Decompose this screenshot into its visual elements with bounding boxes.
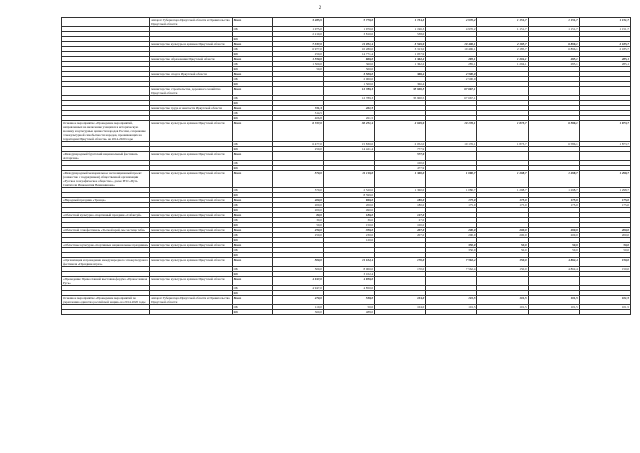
executor-cell: министерство культуры и архивов Иркутской области — [150, 152, 232, 161]
amount-cell: 6 896,1 — [528, 47, 579, 52]
amount-cell: 12 789,3 — [323, 96, 374, 101]
amount-cell: 35 900,5 — [375, 87, 426, 96]
funding-source-cell: Всего — [232, 228, 272, 233]
amount-cell: 1 360,0 — [375, 171, 426, 188]
event-cell: Основное мероприятие «Проведение мероприятий по укреплению единства российской нации» на 2014-2020 годы — [62, 296, 150, 305]
amount-cell: 186,0 — [323, 213, 374, 218]
amount-cell: 1 873,7 — [477, 142, 528, 147]
amount-cell: 175,0 — [528, 198, 579, 203]
amount-cell — [477, 277, 528, 286]
amount-cell: 6 977,0 — [272, 47, 323, 52]
executor-cell: министерство строительства, дорожного хозяйства Иркутской области — [150, 87, 232, 96]
amount-cell: 110,0 — [272, 305, 323, 310]
amount-cell: 1 500,0 — [272, 62, 323, 67]
amount-cell: 67 667,1 — [426, 87, 477, 96]
amount-cell: 2 185,7 — [477, 47, 528, 52]
amount-cell: 2 029,9 — [375, 121, 426, 142]
amount-cell: 101,5 — [528, 296, 579, 305]
funding-source-cell: Всего — [232, 72, 272, 77]
amount-cell: 10 280,0 — [323, 47, 374, 52]
amount-cell: 490,0 — [323, 208, 374, 213]
amount-cell: 285,1 — [426, 57, 477, 62]
amount-cell: 2 185,7 — [579, 47, 630, 52]
amount-cell: 170,0 — [375, 258, 426, 267]
amount-cell: 690,0 — [323, 198, 374, 203]
amount-cell: 50,0 — [272, 67, 323, 72]
amount-cell: 250,0 — [272, 233, 323, 238]
funding-source-cell: ОБ — [232, 47, 272, 52]
amount-cell: 1 298,7 — [579, 188, 630, 193]
funding-source-cell: Всего — [232, 57, 272, 62]
funding-source-cell: ОБ — [232, 248, 272, 253]
executor-cell: министерство культуры и архивов Иркутской области — [150, 228, 232, 233]
amount-cell — [272, 87, 323, 96]
funding-source-cell: ОБ — [232, 27, 272, 32]
amount-cell: 12 789,3 — [323, 87, 374, 96]
amount-cell: 50,0 — [528, 248, 579, 253]
amount-cell: 1 151,7 — [477, 27, 528, 32]
executor-cell: министерство культуры и архивов Иркутской области — [150, 42, 232, 47]
amount-cell: 1 298,7 — [477, 171, 528, 188]
amount-cell: 50,0 — [579, 243, 630, 248]
table-row — [62, 87, 631, 96]
executor-cell: министерство культуры и архивов Иркутской области — [150, 258, 232, 267]
executor-cell: министерство образования Иркутской области — [150, 57, 232, 62]
amount-cell: 7 562,4 — [426, 267, 477, 272]
amount-cell: 1 500,0 — [323, 82, 374, 87]
funding-source-cell: Всего — [232, 42, 272, 47]
funding-source-cell: ОБ — [232, 218, 272, 223]
amount-cell: 200,0 — [477, 228, 528, 233]
amount-cell: 10 496,1 — [426, 42, 477, 47]
amount-cell: 30,0 — [272, 218, 323, 223]
amount-cell: 8 000,0 — [323, 267, 374, 272]
table-row — [62, 277, 631, 286]
amount-cell — [477, 310, 528, 315]
amount-cell — [477, 152, 528, 161]
amount-cell: 285,1 — [528, 62, 579, 67]
amount-cell: 30 251,4 — [323, 121, 374, 142]
amount-cell: 577,9 — [375, 152, 426, 161]
funding-source-cell: ФБ — [232, 291, 272, 296]
amount-cell: 1 360,0 — [375, 188, 426, 193]
amount-cell — [272, 152, 323, 161]
event-cell: «Народный праздник «Троица» — [62, 198, 150, 203]
funding-source-cell: ФБ — [232, 223, 272, 228]
event-cell: «Проведение Православной выставки-форума «Православная Русь» — [62, 277, 150, 286]
table-row — [62, 258, 631, 267]
amount-cell: 200,0 — [477, 233, 528, 238]
executor-cell: министерство спорта Иркутской области — [150, 72, 232, 77]
amount-cell: 777,9 — [375, 147, 426, 152]
amount-cell: 406,8 — [272, 116, 323, 121]
amount-cell: 170,0 — [375, 267, 426, 272]
executor-cell: аппарат Губернатора Иркутской области и Правительства Иркутской области — [150, 18, 232, 27]
funding-source-cell: ОБ — [232, 267, 272, 272]
funding-source-cell: ФБ — [232, 116, 272, 121]
amount-cell: 261,5 — [323, 116, 374, 121]
amount-cell: 2 520,0 — [323, 188, 374, 193]
amount-cell: 101,5 — [579, 305, 630, 310]
funding-source-cell: ФБ — [232, 101, 272, 106]
amount-cell: 1 970,0 — [323, 27, 374, 32]
amount-cell: 10 176,1 — [426, 142, 477, 147]
amount-cell: 350,0 — [323, 228, 374, 233]
funding-source-cell: Всего — [232, 152, 272, 161]
funding-source-cell: Всего — [232, 213, 272, 218]
amount-cell: 1 151,7 — [528, 27, 579, 32]
amount-cell — [579, 152, 630, 161]
amount-cell: 175,0 — [477, 198, 528, 203]
amount-cell: 2 185,7 — [477, 42, 528, 47]
amount-cell: 360,0 — [272, 310, 323, 315]
amount-cell: 2 185,7 — [579, 42, 630, 47]
amount-cell: 6 477,0 — [272, 142, 323, 147]
amount-cell: 1 734,3 — [375, 18, 426, 27]
funding-source-cell: Всего — [232, 18, 272, 27]
funding-source-cell: ФБ — [232, 253, 272, 258]
amount-cell: 14 421,4 — [323, 147, 374, 152]
funding-source-cell: ФБ — [232, 208, 272, 213]
amount-cell: 104,0 — [375, 296, 426, 305]
amount-cell: 175,0 — [426, 203, 477, 208]
amount-cell: 1 298,7 — [477, 188, 528, 193]
amount-cell: 538,0 — [375, 32, 426, 37]
funding-source-cell: Всего — [232, 296, 272, 305]
funding-source-cell: Всего — [232, 198, 272, 203]
table-row — [62, 152, 631, 161]
amount-cell: 101,5 — [579, 296, 630, 305]
funding-source-cell: ФБ — [232, 272, 272, 277]
amount-cell: 200,0 — [528, 228, 579, 233]
funding-source-cell: ОБ — [232, 161, 272, 166]
executor-cell: министерство культуры и архивов Иркутской области — [150, 121, 232, 142]
amount-cell: 15 830,0 — [323, 142, 374, 147]
amount-cell: 1 550,0 — [272, 57, 323, 62]
amount-cell: 3 102,4 — [323, 272, 374, 277]
amount-cell: 200,0 — [272, 203, 323, 208]
amount-cell: 477,9 — [375, 166, 426, 171]
table-row — [62, 296, 631, 305]
amount-cell: 150,0 — [579, 258, 630, 267]
amount-cell: 4 970,2 — [426, 18, 477, 27]
executor-cell: министерство культуры и архивов Иркутской области — [150, 213, 232, 218]
amount-cell: 3 549,9 — [375, 42, 426, 47]
amount-cell: 50,0 — [272, 223, 323, 228]
amount-cell — [579, 310, 630, 315]
event-cell — [62, 310, 150, 315]
amount-cell: 200,0 — [323, 203, 374, 208]
funding-source-cell: ФБ — [232, 37, 272, 42]
amount-cell: 4 850,0 — [323, 277, 374, 286]
table-row — [62, 18, 631, 27]
amount-cell: 4 850,0 — [323, 286, 374, 291]
amount-cell: 3 313,0 — [375, 47, 426, 52]
event-cell: «Международный мемориальное экспозиционный проект (совместно с подрядчиком) общественной организации «Русское географическое общество», далее РГО «Путь Святителя Иннокентия Вениаминова» — [62, 171, 150, 188]
amount-cell: 1 362,2 — [375, 62, 426, 67]
amount-cell: 101,5 — [477, 296, 528, 305]
amount-cell: 488,0 — [323, 310, 374, 315]
amount-cell: 2 500,0 — [426, 77, 477, 82]
amount-cell: 150,0 — [477, 258, 528, 267]
amount-cell: 175,0 — [579, 203, 630, 208]
amount-cell: 1 151,7 — [528, 18, 579, 27]
amount-cell: 500,0 — [272, 258, 323, 267]
amount-cell: 2 052,0 — [375, 142, 426, 147]
executor-cell: аппарат Губернатора Иркутской области и Правительства Иркутской области — [150, 296, 232, 305]
amount-cell: 50,0 — [323, 305, 374, 310]
amount-cell: 500,0 — [323, 67, 374, 72]
amount-cell: 120,0 — [323, 238, 374, 243]
amount-cell: 150,0 — [323, 223, 374, 228]
amount-cell: 101,5 — [528, 305, 579, 310]
executor-cell: министерство труда и занятости Иркутской области — [150, 106, 232, 111]
amount-cell: 6 586,1 — [528, 121, 579, 142]
amount-cell: 1 873,7 — [579, 142, 630, 147]
amount-cell: 1 298,7 — [579, 171, 630, 188]
funding-source-cell: Всего — [232, 106, 272, 111]
amount-cell: 6 727,0 — [272, 121, 323, 142]
amount-cell: 721,3 — [272, 106, 323, 111]
amount-cell: 285,1 — [426, 62, 477, 67]
amount-cell: 1 873,7 — [477, 121, 528, 142]
amount-cell: 200,0 — [579, 233, 630, 238]
amount-cell: 67 667,1 — [426, 96, 477, 101]
amount-cell: 207,0 — [375, 233, 426, 238]
amount-cell: 150,0 — [477, 267, 528, 272]
executor-cell: министерство культуры и архивов Иркутской области — [150, 277, 232, 286]
amount-cell: 2 210,0 — [272, 32, 323, 37]
funding-source-cell: Всего — [232, 87, 272, 96]
amount-cell: 175,0 — [426, 198, 477, 203]
amount-cell: 36,0 — [323, 218, 374, 223]
amount-cell: 360,0 — [323, 62, 374, 67]
amount-cell: 538,0 — [323, 296, 374, 305]
amount-cell: 101,5 — [426, 296, 477, 305]
amount-cell: 350,0 — [426, 243, 477, 248]
amount-cell: 261,5 — [323, 106, 374, 111]
funding-source-cell: Всего — [232, 243, 272, 248]
funding-source-cell: ОБ — [232, 233, 272, 238]
funding-source-cell: ОБ — [232, 305, 272, 310]
amount-cell: 8 599,0 — [323, 193, 374, 198]
amount-cell: 127,0 — [375, 213, 426, 218]
amount-cell: 1 151,7 — [579, 18, 630, 27]
amount-cell: 207,0 — [375, 228, 426, 233]
amount-cell: 50,0 — [579, 248, 630, 253]
amount-cell — [477, 87, 528, 96]
amount-cell: 200,0 — [528, 233, 579, 238]
event-cell: «Международный бурятский национальный фестиваль Алтаргана» — [62, 152, 150, 161]
funding-source-cell: ОБ — [232, 111, 272, 116]
executor-cell — [150, 310, 232, 315]
amount-cell: 250,0 — [272, 147, 323, 152]
amount-cell: 230,0 — [323, 233, 374, 238]
amount-cell: 4 862,4 — [528, 258, 579, 267]
amount-cell: 7 562,4 — [426, 258, 477, 267]
amount-cell — [528, 87, 579, 96]
amount-cell: 570,0 — [272, 171, 323, 188]
amount-cell — [426, 310, 477, 315]
amount-cell — [528, 277, 579, 286]
amount-cell: 314,5 — [272, 111, 323, 116]
event-cell: «Организация и проведение международного этнокультурного фестиваля «Праздник играх» — [63, 258, 149, 266]
amount-cell: 200,0 — [579, 228, 630, 233]
amount-cell: 2 500,0 — [426, 72, 477, 77]
amount-cell: 3 500,0 — [323, 72, 374, 77]
amount-cell: 6 586,1 — [528, 142, 579, 147]
amount-cell: 14 771,4 — [323, 52, 374, 57]
amount-cell: 285,1 — [579, 57, 630, 62]
amount-cell: 1 075,0 — [272, 27, 323, 32]
amount-cell: 250,0 — [272, 228, 323, 233]
amount-cell — [375, 310, 426, 315]
amount-cell: 50,0 — [528, 243, 579, 248]
amount-cell: 200,0 — [426, 233, 477, 238]
amount-cell: 4 862,4 — [528, 267, 579, 272]
amount-cell: 1 151,7 — [579, 27, 630, 32]
amount-cell — [426, 152, 477, 161]
amount-cell: 350,0 — [426, 248, 477, 253]
amount-cell — [375, 277, 426, 286]
funding-source-cell: ФБ — [232, 238, 272, 243]
funding-source-cell: ОБ — [232, 203, 272, 208]
funding-source-cell: ОБ — [232, 286, 272, 291]
executor-cell: министерство культуры и архивов Иркутской области — [150, 243, 232, 248]
event-cell: «Областные культурно-спортивные национальные праздники» — [63, 243, 149, 247]
amount-cell: 150,0 — [579, 267, 630, 272]
amount-cell: 3 285,9 — [272, 18, 323, 27]
amount-cell: 180,0 — [375, 203, 426, 208]
amount-cell: 11 119,0 — [323, 171, 374, 188]
amount-cell: 7 337,0 — [272, 42, 323, 47]
funding-source-cell: ФБ — [232, 82, 272, 87]
amount-cell: 5 770,0 — [323, 18, 374, 27]
amount-cell: 366,4 — [375, 72, 426, 77]
amount-cell: 100,0 — [375, 223, 426, 228]
amount-cell: 1 057,9 — [375, 52, 426, 57]
amount-cell: 104,0 — [375, 305, 426, 310]
amount-cell: 1 196,3 — [375, 27, 426, 32]
table-row — [62, 171, 631, 188]
amount-cell: 101,5 — [426, 305, 477, 310]
amount-cell: 2 000,0 — [323, 77, 374, 82]
amount-cell: 27,0 — [375, 218, 426, 223]
amount-cell — [579, 87, 630, 96]
amount-cell: 285,1 — [579, 62, 630, 67]
amount-cell: 3 810,0 — [323, 32, 374, 37]
amount-cell: 101,5 — [477, 305, 528, 310]
amount-cell: 180,0 — [375, 198, 426, 203]
amount-cell — [579, 277, 630, 286]
amount-cell: 366,4 — [375, 82, 426, 87]
table-row — [62, 310, 631, 315]
funding-source-cell: ФБ — [232, 147, 272, 152]
amount-cell: 35 900,5 — [375, 96, 426, 101]
amount-cell: 285,1 — [528, 57, 579, 62]
executor-cell: министерство культуры и архивов Иркутской области — [150, 171, 232, 188]
budget-table — [61, 17, 631, 315]
amount-cell — [323, 152, 374, 161]
amount-cell: 6 896,1 — [528, 42, 579, 47]
amount-cell — [528, 310, 579, 315]
amount-cell: 1 294,1 — [477, 62, 528, 67]
table-row — [62, 121, 631, 142]
amount-cell: 10 496,1 — [426, 47, 477, 52]
amount-cell: 4 970,2 — [426, 27, 477, 32]
funding-source-cell: ФБ — [232, 166, 272, 171]
page-number: 2 — [318, 6, 322, 11]
amount-cell: 100,0 — [375, 161, 426, 166]
amount-cell: 400,0 — [272, 198, 323, 203]
amount-cell: 860,0 — [323, 57, 374, 62]
amount-cell: 4 947,0 — [272, 277, 323, 286]
amount-cell — [528, 152, 579, 161]
amount-cell: 10 176,1 — [426, 121, 477, 142]
amount-cell: 1 080,7 — [426, 171, 477, 188]
event-cell — [62, 18, 150, 27]
amount-cell: 80,0 — [272, 213, 323, 218]
amount-cell: 1 298,7 — [528, 188, 579, 193]
amount-cell: 250,0 — [272, 52, 323, 57]
funding-source-cell: ОБ — [232, 62, 272, 67]
amount-cell: 470,0 — [272, 296, 323, 305]
funding-source-cell: ОБ — [232, 96, 272, 101]
funding-source-cell: ОБ — [232, 77, 272, 82]
amount-cell: 200,0 — [272, 208, 323, 213]
amount-cell: 1 298,7 — [528, 171, 579, 188]
amount-cell: 500,0 — [272, 267, 323, 272]
funding-source-cell: ФБ — [232, 310, 272, 315]
amount-cell: 200,0 — [426, 228, 477, 233]
executor-cell: министерство культуры и архивов Иркутской области — [150, 198, 232, 203]
amount-cell: 1 080,7 — [426, 188, 477, 193]
event-cell — [62, 87, 150, 96]
amount-cell: 4 947,0 — [272, 286, 323, 291]
event-cell: «Областной этнофестиваль «Ты мой край, мы частица тебя» — [62, 228, 150, 233]
amount-cell: 1 362,2 — [375, 57, 426, 62]
funding-source-cell: Всего — [232, 258, 272, 267]
amount-cell: 11 051,4 — [323, 42, 374, 47]
amount-cell: 11 102,4 — [323, 258, 374, 267]
funding-source-cell: Всего — [232, 171, 272, 188]
amount-cell: 50,0 — [477, 248, 528, 253]
funding-source-cell: Всего — [232, 277, 272, 286]
funding-source-cell: Всего — [232, 121, 272, 142]
amount-cell: 1 873,7 — [579, 121, 630, 142]
amount-cell: 1 151,7 — [477, 18, 528, 27]
funding-source-cell: ФБ — [232, 193, 272, 198]
funding-source-cell: ОБ — [232, 188, 272, 193]
amount-cell: 1 294,1 — [477, 57, 528, 62]
funding-source-cell: ФБ — [232, 67, 272, 72]
event-cell: «Областной культурно-спортивный праздник «Сабантуй» — [62, 213, 150, 218]
event-cell: Основное мероприятие «Проведение мероприятий, направленных на включение учащихся в историческую мозаику и культурные ценности народов России, сохранение этнокультурной самобытности народов, проживающих на территории Иркутской области» на 2014-2020 годы — [62, 121, 150, 142]
amount-cell: 175,0 — [477, 203, 528, 208]
amount-cell: 175,0 — [579, 198, 630, 203]
amount-cell: 175,0 — [528, 203, 579, 208]
amount-cell: 570,0 — [272, 188, 323, 193]
funding-source-cell: ОБ — [232, 142, 272, 147]
amount-cell — [426, 277, 477, 286]
funding-source-cell: ФБ — [232, 52, 272, 57]
amount-cell: 50,0 — [477, 243, 528, 248]
